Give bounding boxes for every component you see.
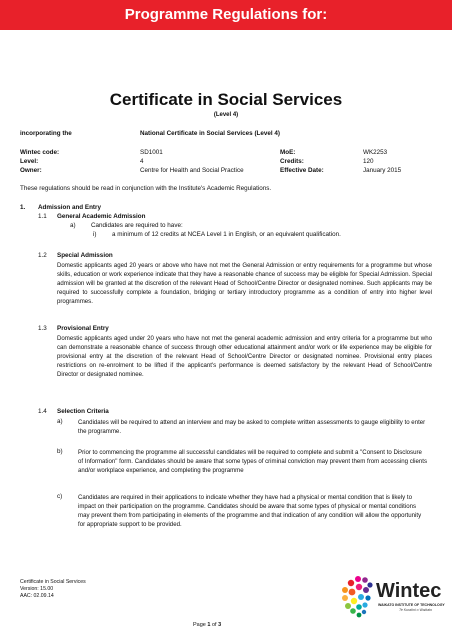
page-number — [193, 622, 221, 628]
section-1-4-title: Selection Criteria — [57, 408, 109, 415]
credits-value: 120 — [363, 158, 374, 165]
section-1-4-b-label: b) — [57, 448, 63, 455]
wintec-logo-maori-subtitle: Te Kuratini o Waikato — [399, 608, 433, 612]
intro-text: These regulations should be read in conjunction with the Institute's Academic Regulations. — [20, 185, 272, 192]
section-1-4-a-label: a) — [57, 418, 63, 425]
wintec-code-value: SD1001 — [140, 149, 163, 156]
page-mid: of — [210, 622, 219, 628]
section-1-4-c-label: c) — [57, 493, 63, 500]
page-prefix: Page — [193, 622, 208, 628]
effective-date-value: January 2015 — [363, 167, 402, 174]
owner-label: Owner: — [20, 167, 42, 174]
document-level: (Level 4) — [213, 112, 239, 118]
section-1-1-title: General Academic Admission — [57, 213, 146, 220]
page-total: 3 — [218, 622, 222, 628]
wintec-logo-text: Wintec — [376, 580, 442, 602]
section-1-4-number: 1.4 — [38, 408, 47, 415]
section-1-3-body: Domestic applicants aged under 20 years who have not met the general academic admission and entry criteria for a programme but who can demonstrate a reasonable chance of success through other educational attainment and/or work or life experience may be eligible for provisional entry at the discretion of the relevant Head of School/Centre Director or designated nominee. Provisional entry places restrictions on re-enrolment to be lifted if the applicant's performance is deemed satisfactory by the relevant Head of School/Centre Director or designated nominee. — [57, 335, 432, 378]
wintec-code-label: Wintec code: — [20, 149, 60, 156]
section-1-1-i-text: a minimum of 12 credits at NCEA Level 1 in English, or an equivalent qualification. — [112, 231, 341, 238]
wintec-logo-subtitle: WAIKATO INSTITUTE OF TECHNOLOGY — [378, 603, 445, 607]
footer-aac: AAC: 02.09.14 — [20, 593, 54, 599]
document-title: Certificate in Social Services — [109, 90, 343, 109]
section-1-1-number: 1.1 — [38, 213, 47, 220]
moe-label: MoE: — [280, 149, 296, 156]
page-current: 1 — [207, 622, 211, 628]
level-label: Level: — [20, 158, 39, 165]
effective-date-label: Effective Date: — [280, 167, 324, 174]
section-1-4-b-text: Prior to commencing the programme all successful candidates will be required to complete and submit a "Consent to Disclosure of Information" form. Candidates should be aware that some types of criminal conviction may prevent them from accessing clients and/or workplace experience, and completing the programme — [78, 449, 427, 474]
section-1-1-i-label: i) — [93, 231, 97, 238]
section-1-1-a-text: Candidates are required to have: — [91, 222, 183, 229]
owner-value: Centre for Health and Social Practice — [140, 167, 244, 174]
section-1-2-body: Domestic applicants aged 20 years or above who have not met the General Admission or entry requirements for a programme but whose skills, education or work experience indicate that they have a reasonable chance of success may be eligible for Special Admission. Special admission will be granted at the discretion of the relevant Head of School/Centre Director or designated nominee. Such applicants may be required to successfully complete a foundation, bridging or tertiary introductory programme as a condition of entry into higher level programmes. — [57, 262, 432, 305]
section-1-number: 1. — [20, 204, 26, 211]
footer-title: Certificate in Social Services — [20, 579, 86, 585]
section-1-2-number: 1.2 — [38, 252, 47, 259]
section-1-title: Admission and Entry — [38, 204, 101, 211]
incorporating-label: incorporating the — [20, 130, 72, 137]
incorporating-value: National Certificate in Social Services (Level 4) — [140, 130, 280, 137]
credits-label: Credits: — [280, 158, 304, 165]
programme-regulations-banner: Programme Regulations for: — [0, 0, 452, 30]
section-1-3-number: 1.3 — [38, 325, 47, 332]
level-value: 4 — [140, 158, 144, 165]
section-1-3-title: Provisional Entry — [57, 325, 109, 332]
section-1-4-a-text: Candidates will be required to attend an interview and may be asked to complete written assessments to gauge eligibility to enter the programme. — [78, 419, 426, 435]
moe-value: WK2253 — [363, 149, 388, 156]
logo-dot-cluster-icon — [342, 576, 373, 617]
footer-version: Version: 15.00 — [20, 586, 54, 592]
section-1-1-a-label: a) — [70, 222, 76, 229]
section-1-2-title: Special Admission — [57, 252, 113, 259]
section-1-4-c-text: Candidates are required in their applications to indicate whether they have had a physical or mental condition that is likely to impact on their participation on the programme. Candidates should be aware that some types of physical or mental conditions may prevent them from participating in elements of the programme and that indication of any condition will allow the opportunity for appropriate support to be provided. — [78, 494, 422, 528]
